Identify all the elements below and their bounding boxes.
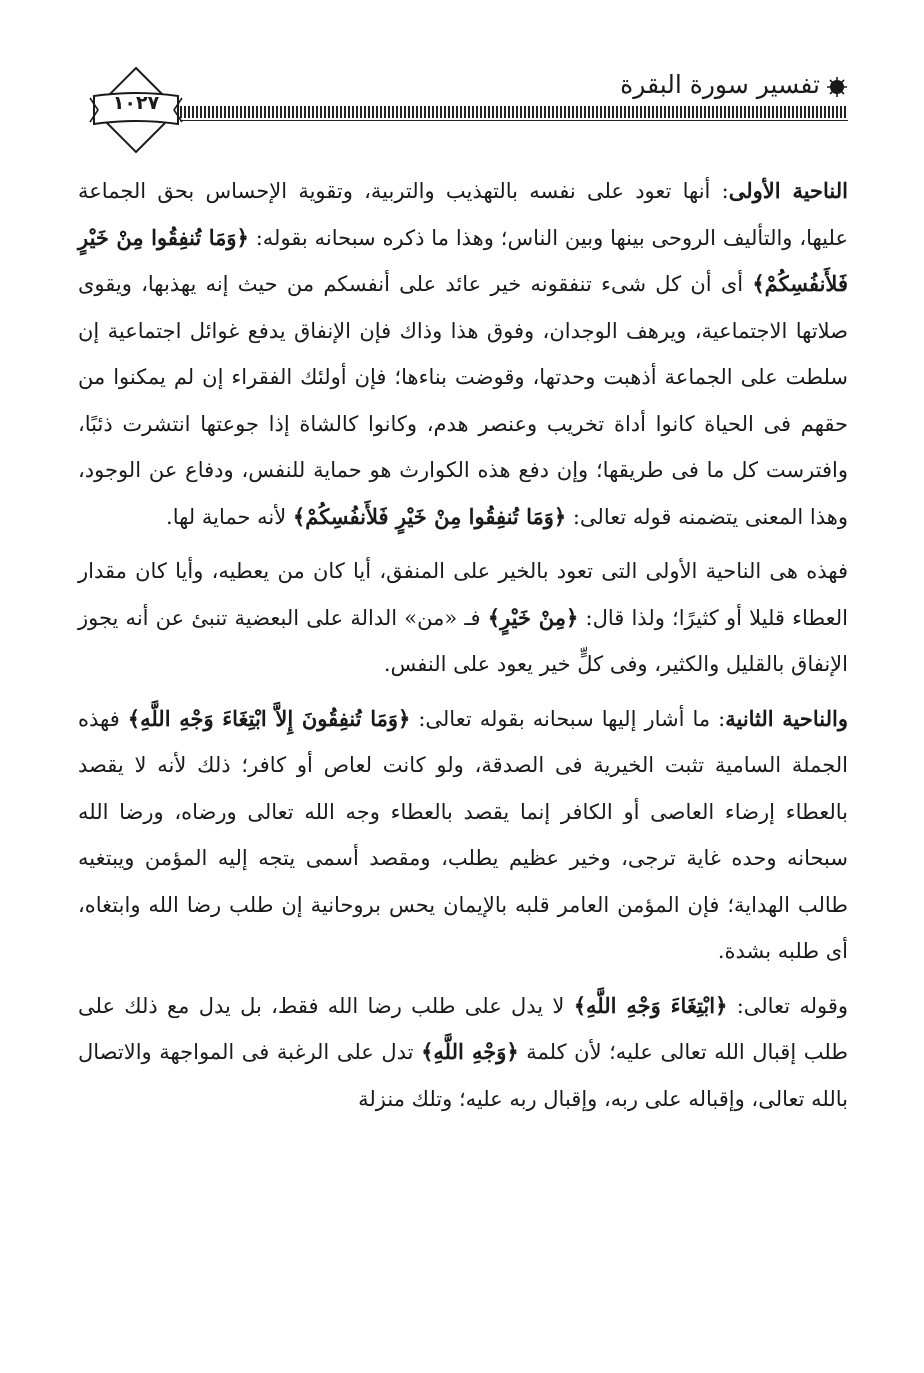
paragraph-text: فهذه الجملة السامية تثبت الخيرية فى الصدقة، ولو كانت لعاص أو كافر؛ ذلك لأنه لا يقصد بالعطاء إرضاء العاصى أو الكافر إنما يقصد بالعطاء وجه الله تعالى ورضاه، ورضا الله سبحانه وحده غاية ترجى، وخير عظيم يطلب، ومقصد أسمى يتجه إليه المؤمن ويبتغيه طالب الهداية؛ فإن المؤمن العامر قلبه بالإيمان يحس بروحانية إن طلب رضا الله وابتغاه، أى طلبه بشدة. [78,706,848,963]
paragraph-text: : أنها تعود على نفسه بالتهذيب والتربية، وتقوية الإحساس بحق الجماعة عليها، والتأليف الروحى بينها وبين الناس؛ وهذا ما ذكره سبحانه بقوله: [78,179,848,250]
paragraph [78,983,848,1123]
page-header [88,62,848,158]
quran-verse: ﴿وَمَا تُنفِقُونَ إِلاَّ ابْتِغَاءَ وَجْهِ اللَّهِ﴾ [127,705,411,731]
paragraph-text: أى أن كل شىء تنفقونه خير عائد على أنفسكم من حيث إنه يهذبها، ويقوى صلاتها الاجتماعية، ويرهف الوجدان، وفوق هذا وذاك فإن الإنفاق يدفع غوائل اجتماعية إن سلطت على الجماعة أذهبت وحدتها، وقوضت بناءها؛ فإن أولئك الفقراء إن لم يمكنوا من حقهم فى الحياة كانوا أداة تخريب وعنصر هدم، وكانوا كالشاة إذا جوعتها انتشرت ذئبًا، وافترست كل ما فى طريقها؛ وإن دفع هذه الكوارث هو حماية للنفس، ودفاع عن الوجود، وهذا المعنى يتضمنه قوله تعالى: [78,272,848,529]
running-title: تفسير سورة البقرة [620,70,820,99]
paragraph-text: فـ «من» الدالة على البعضية تنبئ عن أنه يجوز الإنفاق بالقليل والكثير، وفى كلٍّ خير يعود على النفس. [78,605,848,676]
paragraph-text: فهذه هى الناحية الأولى التى تعود بالخير على المنفق، أيا كان من يعطيه، وأيا كان مقدار العطاء قليلا أو كثيرًا؛ ولذا قال: [78,559,849,630]
quran-verse: ﴿وَمَا تُنفِقُوا مِنْ خَيْرٍ فَلأَنفُسِكُمْ﴾ [292,503,567,529]
ornament-icon [826,76,848,98]
quran-verse: ﴿وَمَا تُنفِقُوا مِنْ خَيْرٍ فَلأَنفُسِكُمْ﴾ [78,224,848,296]
paragraph [78,168,848,540]
paragraph-heading: والناحية الثانية [725,705,848,731]
header-rule-thin [180,120,848,121]
quran-verse: ﴿ابْتِغَاءَ وَجْهِ اللَّهِ﴾ [573,992,728,1018]
paragraph-text: لا يدل على طلب رضا الله فقط، بل يدل مع ذلك على طلب إقبال الله تعالى عليه؛ لأن كلمة [78,993,848,1064]
quran-verse: ﴿وَجْهِ اللَّهِ﴾ [421,1039,519,1064]
page-number: ١٠٢٧ [112,92,160,114]
quran-verse: ﴿مِنْ خَيْرٍ﴾ [487,604,579,630]
paragraph [78,548,848,688]
body-text [78,168,848,1130]
paragraph-text: لأنه حماية لها. [166,504,293,529]
header-rule [180,106,848,118]
paragraph [78,696,848,975]
paragraph-text: وقوله تعالى: [727,993,849,1018]
paragraph-heading: الناحية الأولى [728,178,848,203]
paragraph-text: تدل على الرغبة فى المواجهة والاتصال بالله تعالى، وإقباله على ربه، وإقبال ربه عليه؛ وتلك منزلة [78,1040,848,1111]
paragraph-text: : ما أشار إليها سبحانه بقوله تعالى: [410,706,726,731]
